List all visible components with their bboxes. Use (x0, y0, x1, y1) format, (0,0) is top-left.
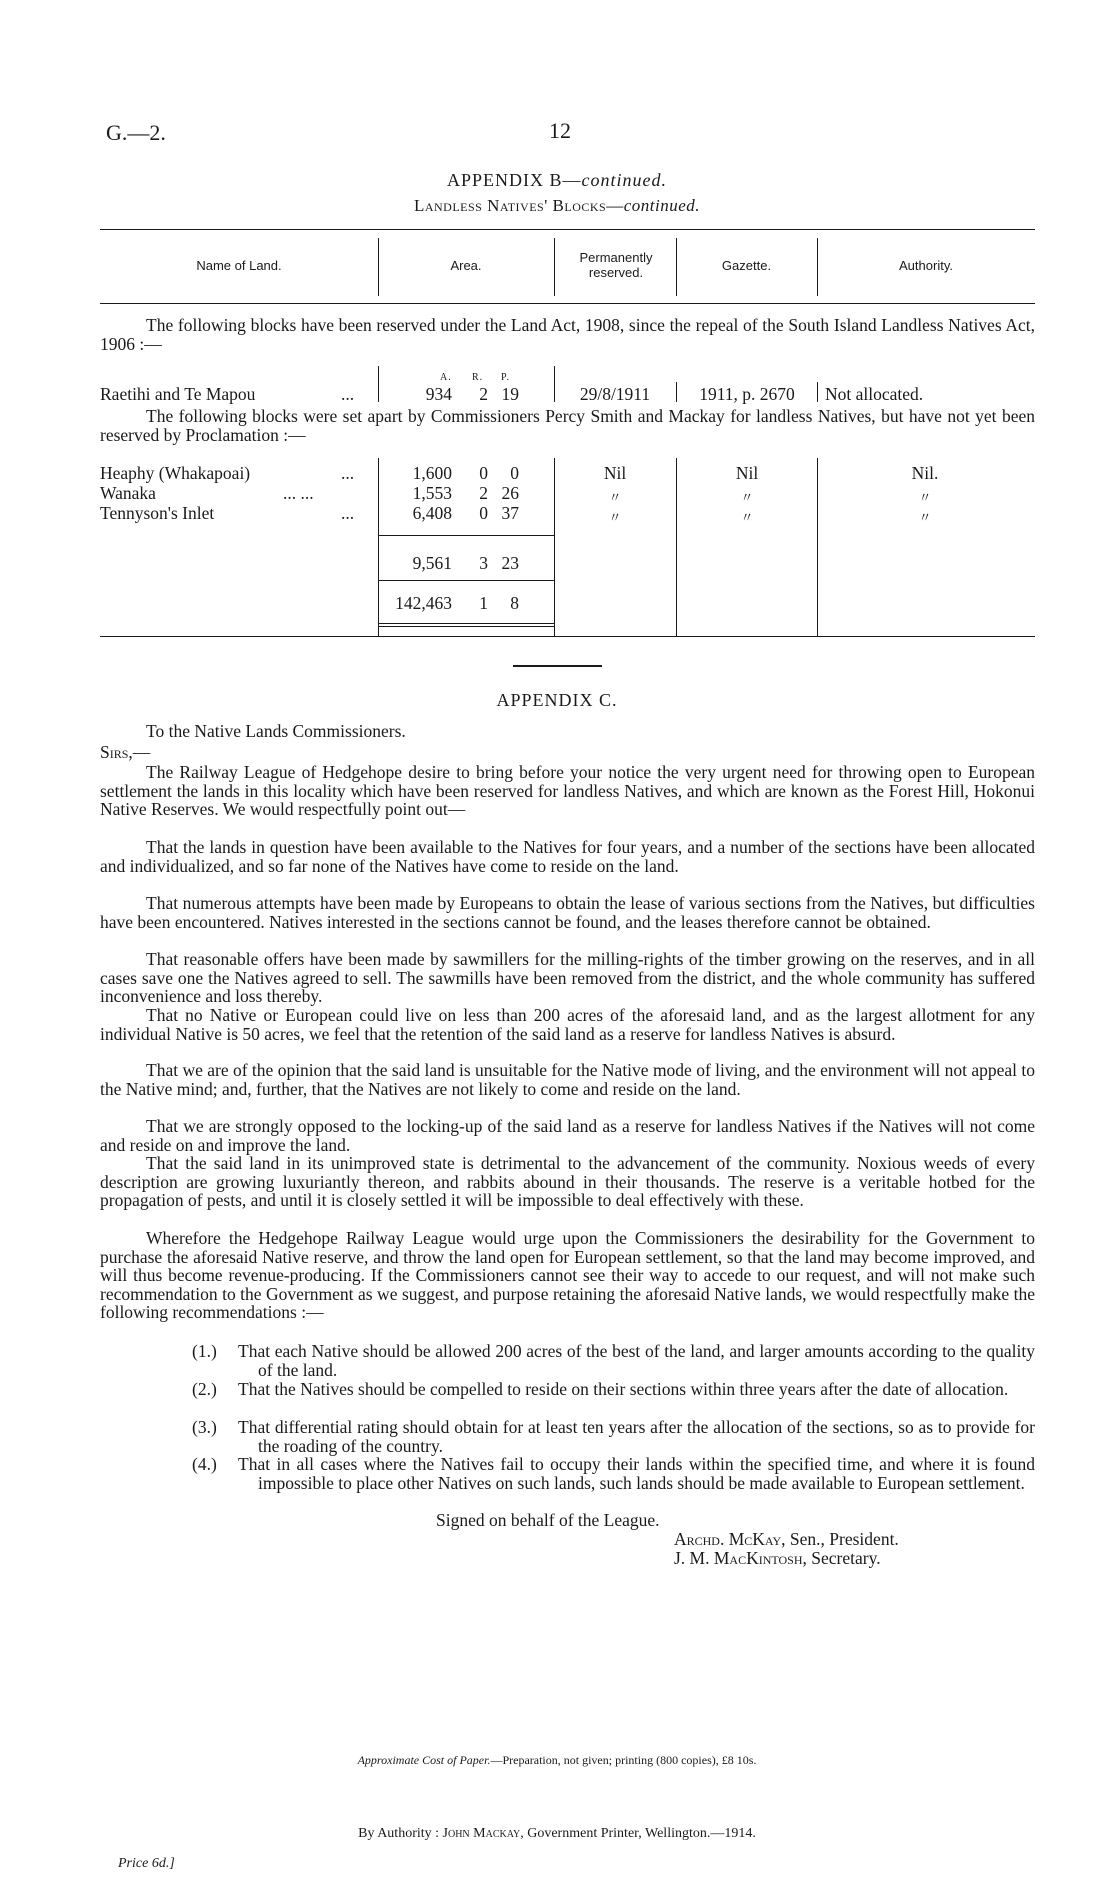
row-name: Tennyson's Inlet (100, 503, 215, 523)
column-header-authority: Authority. (899, 258, 953, 273)
addressee: To the Native Lands Commissioners. (146, 721, 406, 741)
list-item-text: That in all cases where the Natives fail to occupy their lands within the specified time, and where it is found impossible to place other Natives on such lands, such lands should be made available to European settlement. (238, 1454, 1035, 1493)
row-name: Raetihi and Te Mapou (100, 384, 256, 404)
row-dots: ... (341, 384, 355, 404)
total-acres: 142,463 (395, 593, 452, 613)
column-header-reserved: Permanently reserved. (579, 250, 653, 280)
row-perches: 0 (510, 463, 519, 483)
list-item (192, 1342, 1035, 1379)
price-note: Price 6d.] (118, 1856, 175, 1871)
list-item (192, 1418, 1035, 1455)
salutation: Sirs,— (100, 742, 151, 762)
list-item-text: That differential rating should obtain for at least ten years after the allocation of the sections, so as to provide for the roading of the country. (238, 1417, 1035, 1456)
col-sep (554, 238, 555, 296)
col-sep (378, 458, 379, 636)
letter-paragraph: That we are strongly opposed to the locking-up of the said land as a reserve for landless Natives if the Natives will not come and reside on and improve the land. (100, 1116, 1035, 1155)
letter-paragraph: That the said land in its unimproved state is detrimental to the advancement of the community. Noxious weeds of every description are growing luxuriantly thereon, and rabbits abound in their thousands. The reserve is a veritable hotbed for the propagation of pests, and until it is closely settled it will be impossible to deal effectively with these. (100, 1153, 1035, 1210)
list-item-number: (3.) (192, 1417, 217, 1437)
row-roods: 0 (479, 463, 488, 483)
section-divider (513, 665, 602, 667)
row-acres: 1,553 (412, 483, 452, 503)
total-roods: 1 (479, 593, 488, 613)
subtotal-acres: 9,561 (412, 553, 452, 573)
column-header-area: Area. (450, 258, 482, 273)
row-reserved: Nil (603, 463, 627, 483)
row-authority-ditto: 〃 (918, 510, 932, 525)
column-header-gazette: Gazette. (721, 258, 772, 273)
col-sep (554, 458, 555, 636)
row-perches: 19 (501, 384, 519, 404)
table-bottom-rule (100, 636, 1035, 637)
total-double-rule (378, 626, 554, 627)
unit-roods: R. (472, 372, 484, 383)
appendix-b-subtitle: Landless Natives' Blocks—continued. (413, 196, 701, 215)
letter-paragraph: Wherefore the Hedgehope Railway League would urge upon the Commissioners the desirability for the Government to purchase the aforesaid Native reserve, and throw the land open for European settlement, so that the land may become improved, and will thus become revenue-producing. If the Commissioners cannot see their way to accede to our request, and will not make such recommendation to the Government as we suggest, and purpose retaining the aforesaid Native lands, we would respectfully make the following recommendations :— (100, 1228, 1035, 1322)
row-acres: 934 (425, 384, 452, 404)
total-double-rule (378, 623, 554, 624)
list-item-text: That the Natives should be compelled to reside on their sections within three years after the date of allocation. (238, 1379, 1009, 1399)
row-roods: 0 (479, 503, 488, 523)
col-sep (378, 366, 379, 402)
row-perches: 37 (501, 503, 519, 523)
appendix-b-title: APPENDIX B—continued. (447, 170, 667, 190)
unit-perches: P. (501, 372, 510, 383)
signatory-president: Archd. McKay, Sen., President. (674, 1529, 899, 1549)
unit-acres: A. (440, 372, 452, 383)
document-code: G.—2. (106, 120, 166, 145)
printer-imprint: By Authority : John Mackay, Government Printer, Wellington.—1914. (358, 1826, 756, 1841)
row-roods: 2 (479, 384, 488, 404)
subtotal-rule (378, 535, 554, 536)
row-reserved-ditto: 〃 (608, 510, 622, 525)
table-intro-1: The following blocks have been reserved under the Land Act, 1908, since the repeal of the South Island Landless Natives Act, 1906 :— (100, 315, 1035, 354)
list-item-number: (4.) (192, 1454, 217, 1474)
row-dots: ... ... (283, 483, 314, 503)
appendix-c-title: APPENDIX C. (496, 690, 618, 710)
row-acres: 1,600 (412, 463, 452, 483)
table-intro-2: The following blocks were set apart by Commissioners Percy Smith and Mackay for landless Natives, but have not yet been reserved by Proclamation :— (100, 406, 1035, 445)
list-item-number: (2.) (192, 1379, 217, 1399)
row-roods: 2 (479, 483, 488, 503)
row-gazette-ditto: 〃 (740, 510, 754, 525)
row-authority: Nil. (911, 463, 939, 483)
row-authority: Not allocated. (825, 384, 924, 404)
table-top-rule (100, 229, 1035, 230)
total-rule (378, 580, 554, 581)
list-item (192, 1380, 1035, 1399)
row-dots: ... (341, 463, 355, 483)
list-item-number: (1.) (192, 1341, 217, 1361)
row-reserved: 29/8/1911 (579, 384, 651, 404)
row-gazette: Nil (735, 463, 759, 483)
table-header-rule (100, 303, 1035, 304)
row-gazette: 1911, p. 2670 (699, 384, 795, 404)
letter-paragraph: That no Native or European could live on less than 200 acres of the aforesaid land, and as the largest allotment for any individual Native is 50 acres, we feel that the retention of the said land as a reserve for landless Natives is absurd. (100, 1005, 1035, 1044)
letter-paragraph: That numerous attempts have been made by Europeans to obtain the lease of various sections from the Natives, but difficulties have been encountered. Natives interested in the sections cannot be found, and the leases therefore cannot be obtained. (100, 893, 1035, 932)
letter-paragraph: That the lands in question have been available to the Natives for four years, and a number of the sections have been allocated and individualized, and so far none of the Natives have come to reside on the land. (100, 837, 1035, 876)
row-reserved-ditto: 〃 (608, 490, 622, 505)
letter-paragraph: The Railway League of Hedgehope desire to bring before your notice the very urgent need for throwing open to European settlement the lands in this locality which have been reserved for landless Natives, and which are known as the Forest Hill, Hokonui Native Reserves. We would respectfully point out— (100, 762, 1035, 819)
cost-note: Approximate Cost of Paper.—Preparation, not given; printing (800 copies), £8 10s. (357, 1753, 757, 1767)
subtotal-perches: 23 (501, 553, 519, 573)
letter-paragraph: That reasonable offers have been made by sawmillers for the milling-rights of the timber growing on the reserves, and in all cases save one the Natives agreed to sell. The sawmills have been removed from the district, and the whole community has suffered inconvenience and loss thereby. (100, 949, 1035, 1006)
signed-line: Signed on behalf of the League. (436, 1510, 660, 1530)
signatory-secretary: J. M. MacKintosh, Secretary. (674, 1548, 881, 1568)
list-item (192, 1455, 1035, 1492)
page-number: 12 (549, 118, 571, 143)
total-perches: 8 (510, 593, 519, 613)
col-sep (676, 458, 677, 636)
row-gazette-ditto: 〃 (740, 490, 754, 505)
row-perches: 26 (501, 483, 519, 503)
row-dots: ... (341, 503, 355, 523)
list-item-text: That each Native should be allowed 200 acres of the best of the land, and larger amounts according to the quality of the land. (238, 1341, 1035, 1380)
col-sep (676, 382, 677, 402)
row-authority-ditto: 〃 (918, 490, 932, 505)
subtotal-roods: 3 (479, 553, 488, 573)
row-name: Heaphy (Whakapoai) (100, 463, 251, 483)
row-acres: 6,408 (412, 503, 452, 523)
row-name: Wanaka (100, 483, 156, 503)
letter-paragraph: That we are of the opinion that the said land is unsuitable for the Native mode of living, and the environment will not appeal to the Native mind; and, further, that the Natives are not likely to come and reside on the land. (100, 1060, 1035, 1099)
col-sep (817, 458, 818, 636)
col-sep (554, 366, 555, 402)
col-sep (817, 382, 818, 402)
column-header-name: Name of Land. (196, 258, 282, 273)
